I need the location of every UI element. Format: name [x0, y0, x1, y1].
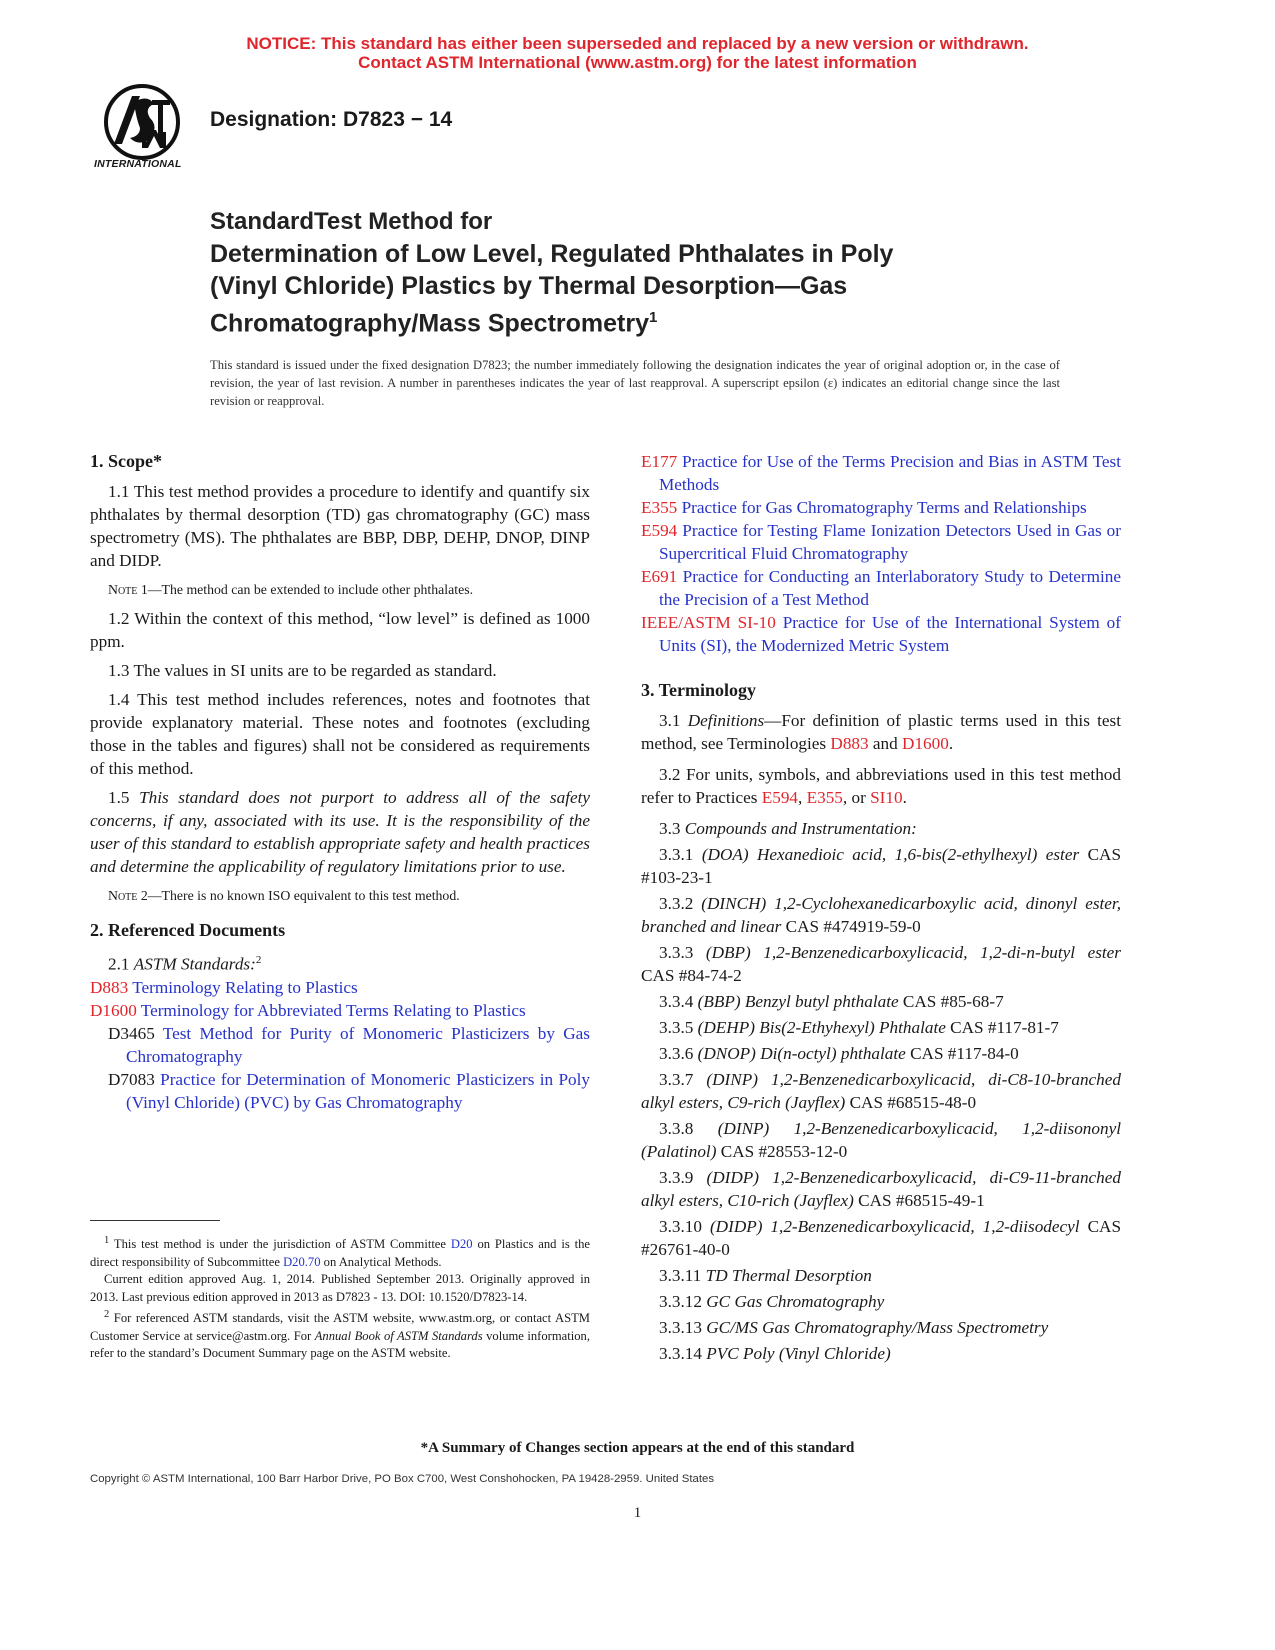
footnote-1-edition: Current edition approved Aug. 1, 2014. Published September 2013. Originally approved in 2013. Last previous edition approved in 2013 as D7823 - 13. DOI: 10.1520/D7823-14.	[90, 1272, 590, 1304]
term-item: 3.3.5 (DEHP) Bis(2-Ethyhexyl) Phthalate CAS #117-81-7	[659, 1018, 1059, 1037]
para-3-2: 3.2 For units, symbols, and abbreviations used in this test method refer to Practices E594, E355, or SI10.	[641, 765, 1121, 807]
issue-statement: This standard is issued under the fixed designation D7823; the number immediately following the designation indicates the year of original adoption or, in the case of revision, the year of last revision. A number in parentheses indicates the year of last reapproval. A superscript epsilon (ε) indicates an editorial change since the last revision or reapproval.	[210, 358, 1060, 408]
note-2: Note 2—There is no known ISO equivalent to this test method.	[108, 888, 460, 903]
page-number: 1	[633, 1505, 642, 1521]
term-item: 3.3.2 (DINCH) 1,2-Cyclohexanedicarboxylic acid, dinonyl ester, branched and linear CAS #474919-59-0	[641, 894, 1121, 936]
designation: Designation: D7823 − 14	[210, 108, 453, 131]
link-e594[interactable]: E594	[761, 788, 799, 807]
title-line-2: (Vinyl Chloride) Plastics by Thermal Desorption—Gas	[210, 272, 848, 300]
para-1-5: 1.5 This standard does not purport to address all of the safety concerns, if any, associated with its use. It is the responsibility of the user of this standard to establish appropriate safety and health practices and determine the applicability of regulatory limitations prior to use.	[90, 788, 591, 876]
logo-text: INTERNATIONAL	[94, 158, 182, 170]
section-heading-referenced: 2. Referenced Documents	[90, 920, 286, 940]
ref-item-e355[interactable]: E355 Practice for Gas Chromatography Terms and Relationships	[641, 498, 1087, 517]
term-item: 3.3.12 GC Gas Chromatography	[659, 1292, 885, 1311]
link-d2070[interactable]: D20.70	[283, 1254, 321, 1269]
term-item: 3.3.13 GC/MS Gas Chromatography/Mass Spectrometry	[659, 1318, 1049, 1337]
ref-item-e177[interactable]: E177 Practice for Use of the Terms Precision and Bias in ASTM Test Methods	[641, 452, 1121, 494]
ref-item-e594[interactable]: E594 Practice for Testing Flame Ionization Detectors Used in Gas or Supercritical Fluid Chromatography	[641, 521, 1121, 563]
section-heading-terminology: 3. Terminology	[641, 680, 757, 700]
ref-item-d3465[interactable]: D3465 Test Method for Purity of Monomeric Plasticizers by Gas Chromatography	[108, 1023, 590, 1066]
para-1-1: 1.1 This test method provides a procedure to identify and quantify six phthalates by thermal desorption (TD) gas chromatography (GC) mass spectrometry (MS). The phthalates are BBP, DBP, DEHP, DNOP, DINP and DIDP.	[90, 482, 590, 570]
section-heading-scope: 1. Scope*	[90, 451, 162, 471]
link-d20[interactable]: D20	[450, 1237, 473, 1252]
withdrawal-notice	[0, 34, 1275, 72]
para-1-2: 1.2 Within the context of this method, “low level” is defined as 1000 ppm.	[90, 609, 590, 651]
term-item: 3.3.14 PVC Poly (Vinyl Chloride)	[659, 1344, 891, 1363]
link-d883[interactable]: D883	[830, 734, 869, 753]
footnotes	[90, 1232, 590, 1363]
term-item: 3.3.10 (DIDP) 1,2-Benzenedicarboxylicacid, 1,2-diisodecyl CAS #26761-40-0	[641, 1217, 1121, 1259]
para-1-3: 1.3 The values in SI units are to be regarded as standard.	[108, 661, 497, 680]
link-e355[interactable]: E355	[806, 788, 843, 807]
left-column	[90, 450, 590, 1114]
footnote-1: $^1$ This test method is under the jurisdiction of ASTM Committee D20 on Plastics and is the direct responsibility of Subcommittee D20.70 on Analytical Methods.	[90, 1235, 590, 1269]
ref-item-d883[interactable]: D883 Terminology Relating to Plastics	[90, 977, 358, 997]
term-item: 3.3.8 (DINP) 1,2-Benzenedicarboxylicacid, 1,2-diisononyl (Palatinol) CAS #28553-12-0	[641, 1119, 1121, 1161]
notice-line-1: NOTICE: This standard has either been superseded and replaced by a new version or withdrawn.	[246, 34, 1029, 53]
ref-item-e691[interactable]: E691 Practice for Conducting an Interlaboratory Study to Determine the Precision of a Test Method	[641, 567, 1121, 609]
ref-item-d7083[interactable]: D7083 Practice for Determination of Monomeric Plasticizers in Poly (Vinyl Chloride) (PVC) by Gas Chromatography	[108, 1069, 590, 1112]
link-si10[interactable]: SI10	[870, 788, 903, 807]
para-3-3: 3.3 Compounds and Instrumentation:	[659, 819, 917, 838]
para-2-1: 2.1 ASTM Standards:$^2$	[108, 954, 262, 974]
term-item: 3.3.4 (BBP) Benzyl butyl phthalate CAS #85-68-7	[659, 992, 1004, 1011]
para-3-1: 3.1 Definitions—For definition of plastic terms used in this test method, see Terminologies D883 and D1600.	[641, 711, 1122, 753]
notice-line-2: Contact ASTM International (www.astm.org) for the latest information	[358, 53, 917, 72]
title-footnote-ref[interactable]: 1	[649, 309, 658, 326]
term-item: 3.3.1 (DOA) Hexanedioic acid, 1,6-bis(2-ethylhexyl) ester CAS #103-23-1	[641, 845, 1122, 887]
astm-logo	[92, 82, 192, 176]
footnote-divider	[90, 1220, 220, 1221]
term-item: 3.3.11 TD Thermal Desorption	[659, 1266, 872, 1285]
title-line-0: StandardTest Method for	[210, 208, 493, 235]
ref-item-d1600[interactable]: D1600 Terminology for Abbreviated Terms Relating to Plastics	[90, 1000, 526, 1020]
term-item: 3.3.6 (DNOP) Di(n-octyl) phthalate CAS #117-84-0	[659, 1044, 1019, 1063]
ref-item-si10[interactable]: IEEE/ASTM SI-10 Practice for Use of the International System of Units (SI), the Modernized Metric System	[641, 613, 1121, 655]
summary-of-changes-note: *A Summary of Changes section appears at the end of this standard	[420, 1440, 855, 1456]
note-1: Note 1—The method can be extended to include other phthalates.	[108, 582, 474, 597]
copyright-line: Copyright © ASTM International, 100 Barr Harbor Drive, PO Box C700, West Conshohocken, PA 19428-2959. United States	[90, 1473, 715, 1485]
term-item: 3.3.7 (DINP) 1,2-Benzenedicarboxylicacid, di-C8-10-branched alkyl esters, C9-rich (Jayflex) CAS #68515-48-0	[641, 1070, 1122, 1112]
title-line-3: Chromatography/Mass Spectrometry	[210, 309, 650, 338]
term-item: 3.3.9 (DIDP) 1,2-Benzenedicarboxylicacid, di-C9-11-branched alkyl esters, C10-rich (Jayflex) CAS #68515-49-1	[641, 1168, 1122, 1210]
title-line-1: Determination of Low Level, Regulated Phthalates in Poly	[210, 240, 894, 268]
footnote-2: $^2$ For referenced ASTM standards, visit the ASTM website, www.astm.org, or contact ASTM Customer Service at service@astm.org. For Annual Book of ASTM Standards volume information, refer to the standard’s Document Summary page on the ASTM website.	[90, 1309, 590, 1361]
right-column	[641, 450, 1121, 1368]
document-title	[210, 206, 1030, 339]
para-1-4: 1.4 This test method includes references, notes and footnotes that provide explanatory material. These notes and footnotes (excluding those in the tables and figures) shall not be considered as requirements of this method.	[90, 690, 590, 778]
term-item: 3.3.3 (DBP) 1,2-Benzenedicarboxylicacid, 1,2-di-n-butyl ester CAS #84-74-2	[641, 943, 1122, 985]
link-d1600[interactable]: D1600	[902, 734, 949, 753]
